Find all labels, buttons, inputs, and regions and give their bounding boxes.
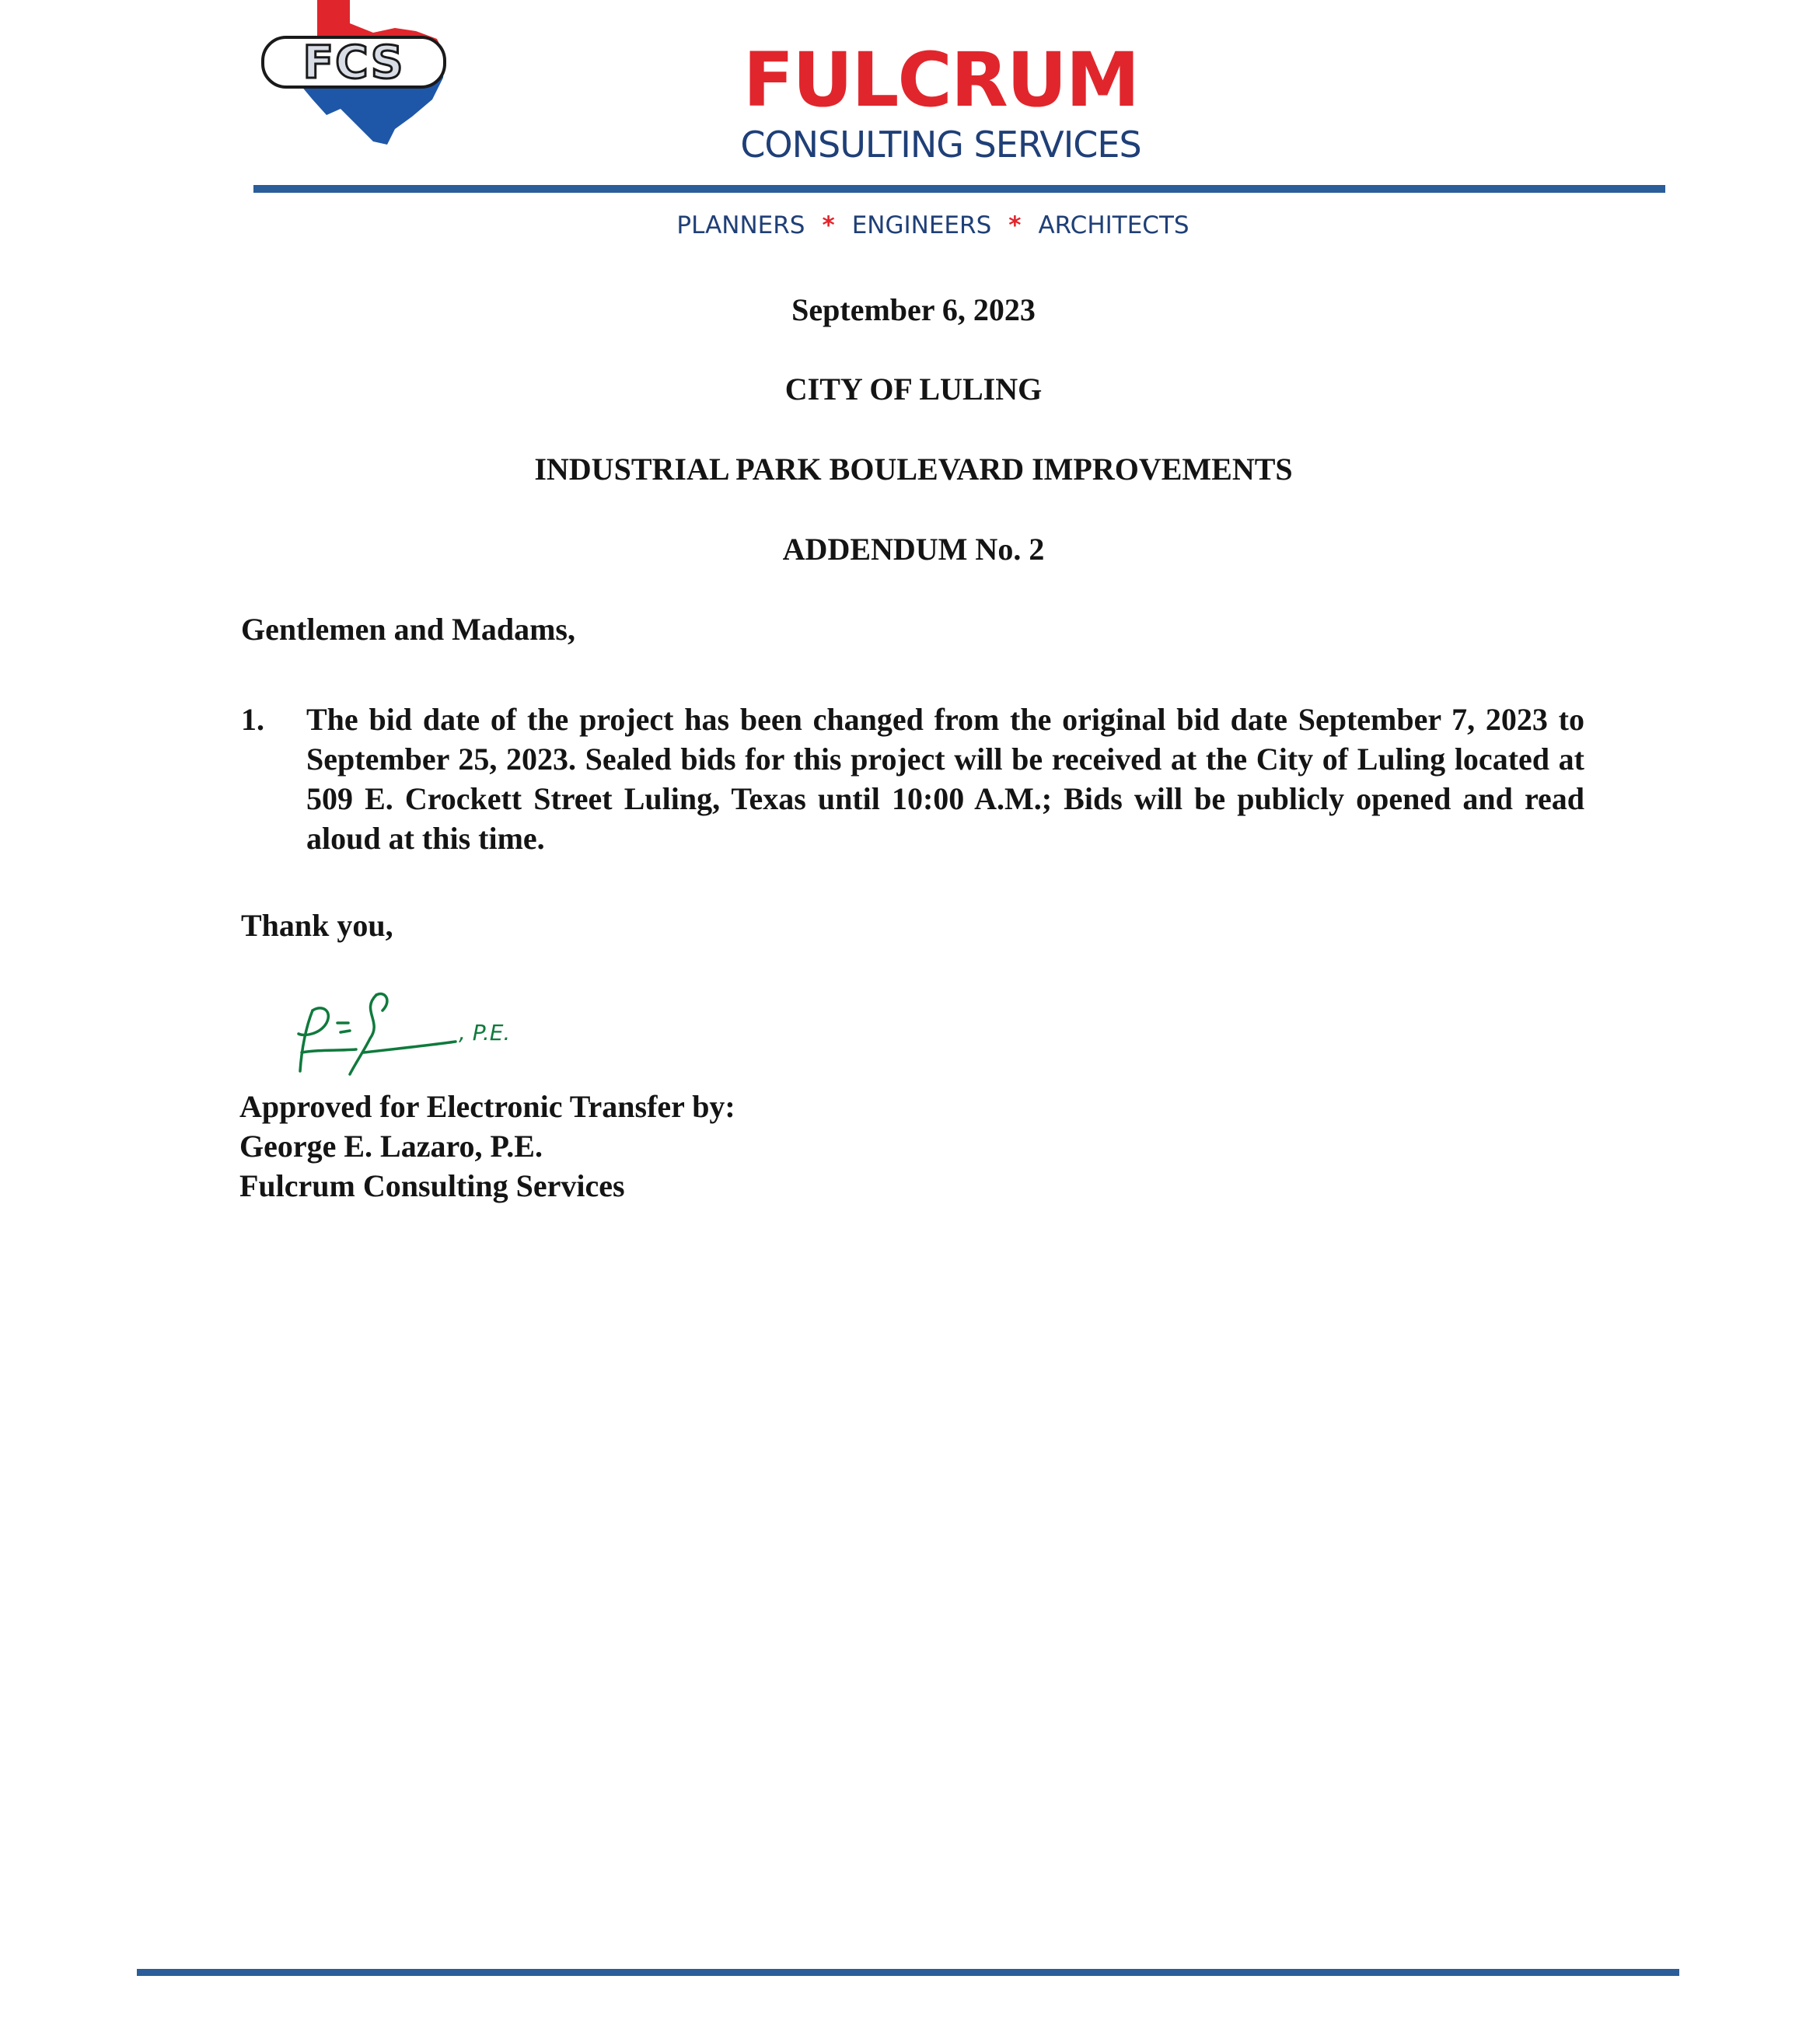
footer-rule xyxy=(137,1969,1679,1976)
company-subtitle: CONSULTING SERVICES xyxy=(740,124,1141,166)
logo-text: FCS xyxy=(302,36,405,89)
tagline-separator: * xyxy=(822,211,835,239)
closing: Thank you, xyxy=(241,908,393,943)
tagline-planners: PLANNERS xyxy=(676,211,805,239)
company-name: FULCRUM xyxy=(742,37,1139,124)
addendum-title: ADDENDUM No. 2 xyxy=(782,532,1045,567)
approver-company: Fulcrum Consulting Services xyxy=(239,1168,625,1203)
signature-suffix: , P.E. xyxy=(459,1020,511,1045)
signature xyxy=(289,987,522,1080)
project-title: INDUSTRIAL PARK BOULEVARD IMPROVEMENTS xyxy=(534,452,1293,487)
approver-name: George E. Lazaro, P.E. xyxy=(239,1129,543,1164)
tagline-separator: * xyxy=(1008,211,1022,239)
fcs-logo xyxy=(257,0,451,146)
header-rule xyxy=(253,185,1665,193)
tagline xyxy=(544,208,1322,243)
salutation: Gentlemen and Madams, xyxy=(241,612,575,647)
item-text: The bid date of the project has been changed from the original bid date September 7, 2023 to September 25, 2023. Sealed bids for this project will be received at the City of Luling located at 509 E. Crockett Street Luling, Texas until 10:00 A.M.; Bids will be publicly opened and read aloud at this time. xyxy=(306,702,1584,856)
item-number: 1. xyxy=(241,702,264,737)
document-date: September 6, 2023 xyxy=(791,292,1036,327)
tagline-architects: ARCHITECTS xyxy=(1038,211,1189,239)
client-name: CITY OF LULING xyxy=(784,372,1043,407)
approval-block xyxy=(239,1087,735,1206)
tagline-engineers: ENGINEERS xyxy=(851,211,992,239)
approval-line: Approved for Electronic Transfer by: xyxy=(239,1089,735,1124)
